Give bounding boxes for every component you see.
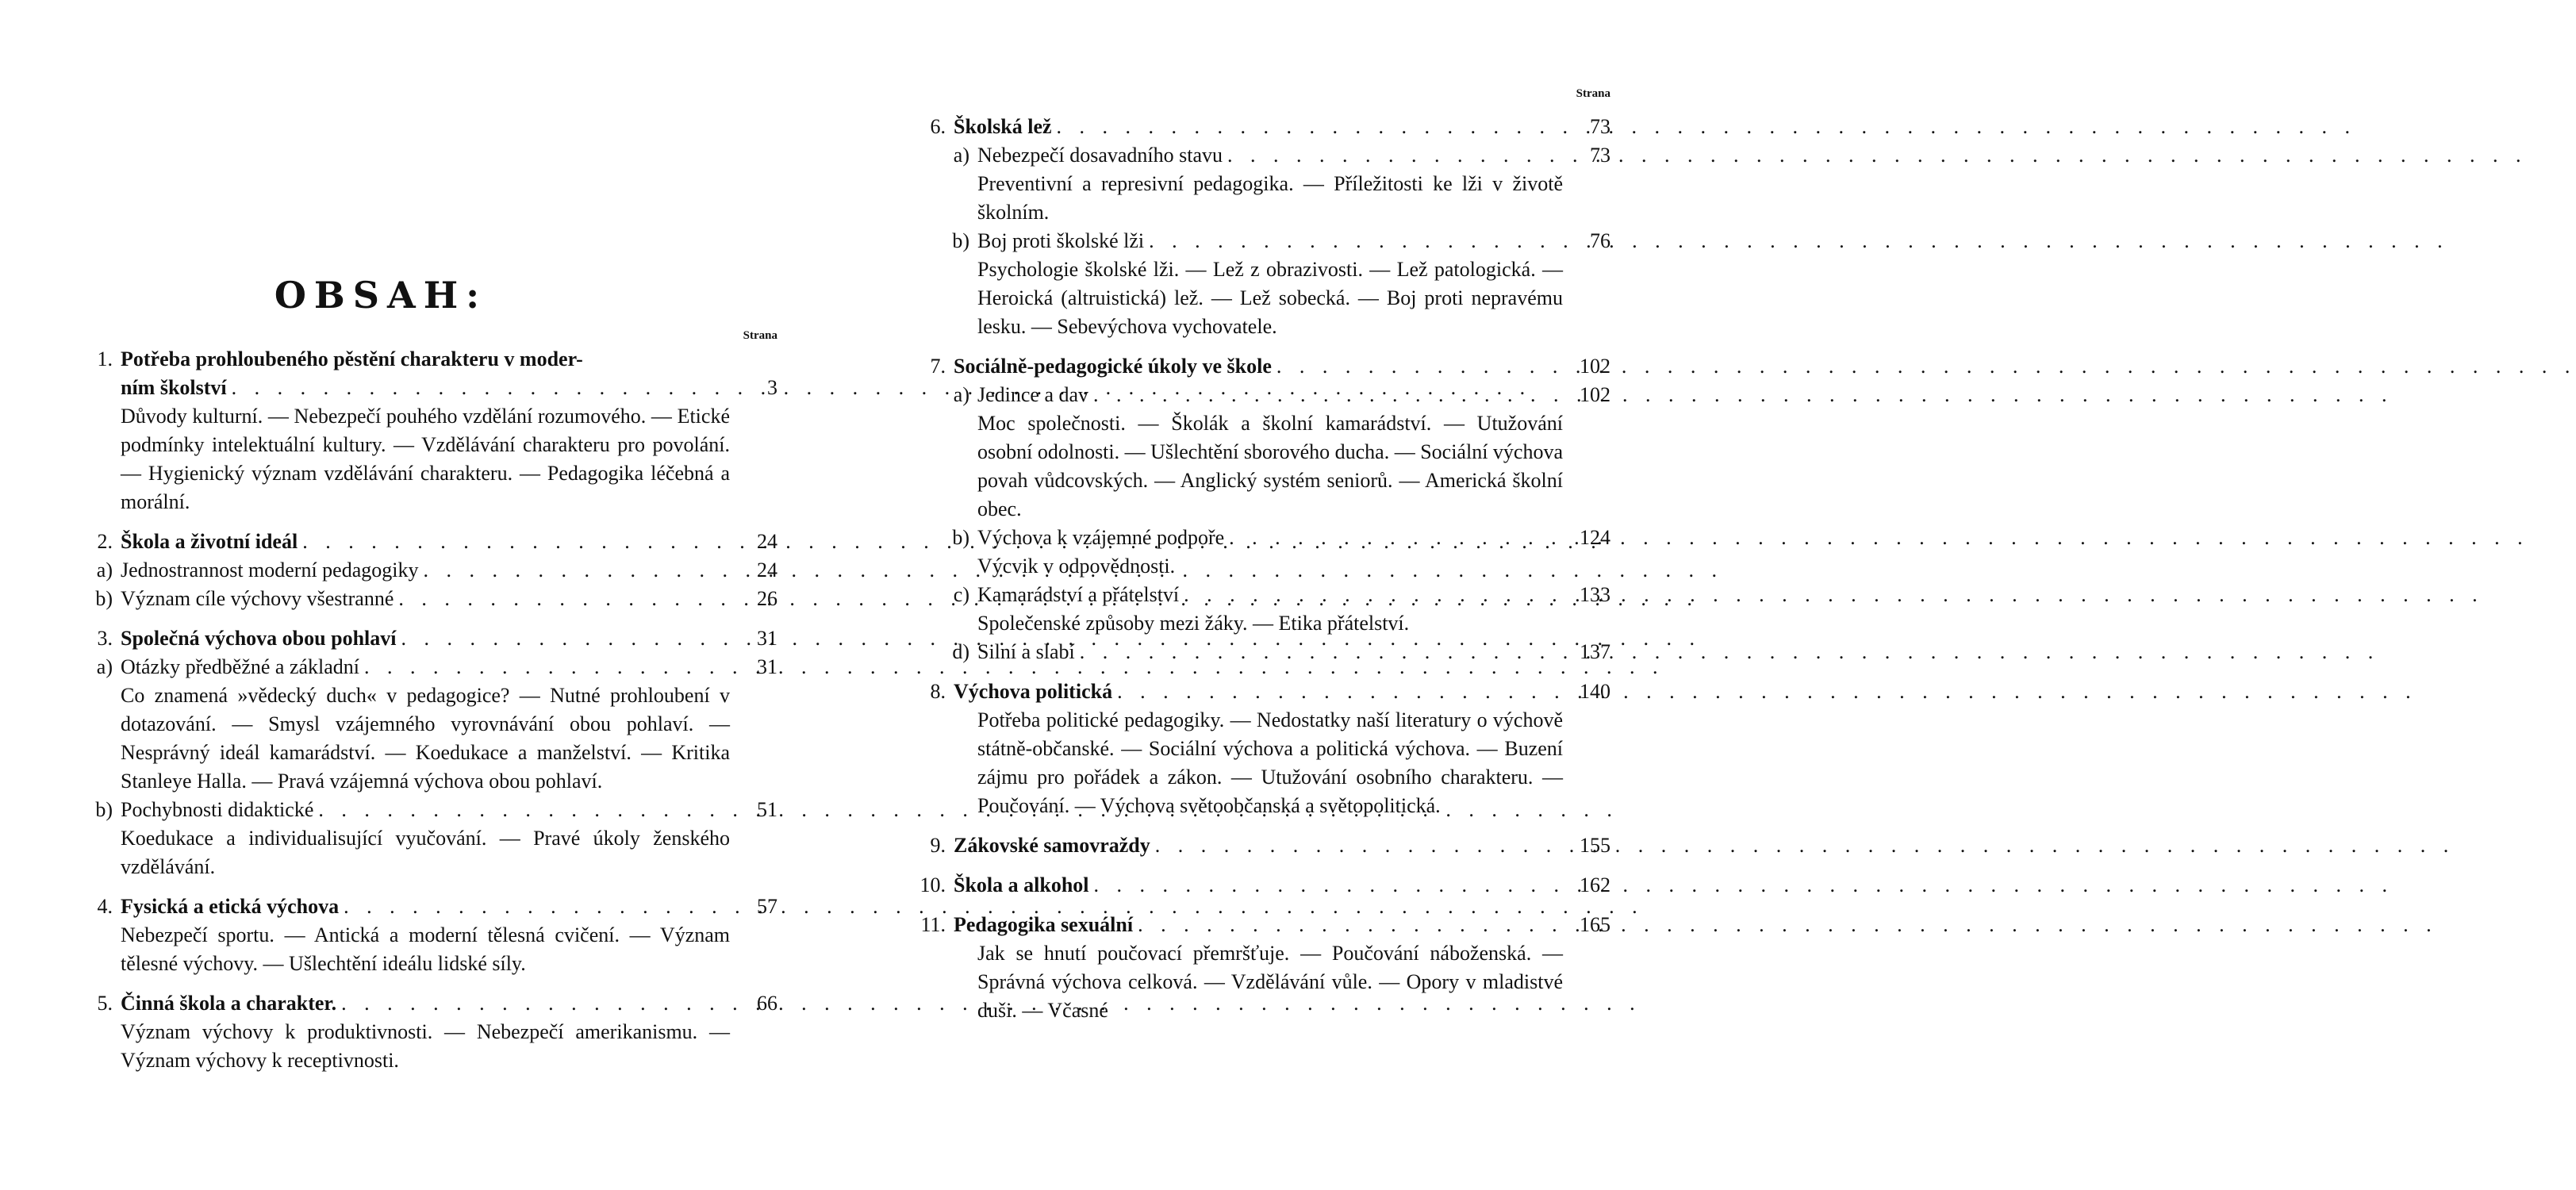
- entry-page: 140: [1580, 680, 1610, 703]
- entry-number: a): [953, 383, 969, 406]
- page-column-label: Strana: [1576, 87, 1610, 100]
- entry-number: a): [953, 144, 969, 167]
- entry-page: 162: [1580, 873, 1610, 896]
- entry-title: Význam cíle výchovy všestranné: [121, 587, 394, 610]
- toc-entry-1[interactable]: [79, 345, 777, 516]
- entry-number: 4.: [97, 895, 113, 918]
- dot-leader: [298, 528, 730, 556]
- entry-number: 9.: [930, 834, 946, 857]
- entry-title: Pedagogika sexuální: [954, 913, 1134, 936]
- dot-leader: [1150, 831, 1563, 860]
- entry-description: Moc společnosti. — Školák a školní kamarádství. — Utužování osobní odolnosti. — Ušlechtění sborového ducha. — Sociální výchova povah vůdcovských. — Anglický systém seniorů. — Americká školní obec.: [977, 412, 1564, 520]
- dot-leader: [1112, 678, 1563, 706]
- toc-entry-7c[interactable]: [912, 581, 1610, 638]
- dot-leader: [336, 989, 730, 1018]
- entry-description: Co znamená »vědecký duch« v pedagogice? — Nutné prohloubení v dotazování. — Smysl vzájemného vyrovnávání obou pohlaví. — Nesprávný ideál kamarádství. — Koedukace a manželství. — Kritika Stanleye Halla. — Pravá vzájemná výchova obou pohlaví.: [121, 684, 730, 793]
- contents-heading: OBSAH:: [274, 274, 488, 317]
- entry-description: Koedukace a individualisující vyučování. — Pravé úkoly ženského vzdělávání.: [121, 827, 730, 878]
- entry-page: 155: [1580, 834, 1610, 857]
- entry-number: 6.: [930, 115, 946, 138]
- entry-page: 73: [1590, 144, 1610, 167]
- toc-entry-10[interactable]: [912, 871, 1610, 900]
- toc-entry-6[interactable]: [912, 113, 1610, 141]
- toc-entry-2[interactable]: [79, 528, 777, 556]
- dot-leader: [359, 653, 730, 681]
- entry-description: Potřeba politické pedagogiky. — Nedostatky naší literatury o výchově státně-občanské. — Sociální výchova a politická výchova. — Buzení zájmu pro pořádek a zákon. — Utužování osobního charakteru. — Poučování. — Výchova světoobčanská a světopolitická.: [977, 708, 1563, 817]
- dot-leader: [419, 556, 731, 585]
- toc-list-left: [79, 345, 777, 1075]
- toc-entry-9[interactable]: [912, 831, 1610, 860]
- entry-page: 102: [1580, 383, 1610, 406]
- entry-page: 137: [1580, 640, 1610, 663]
- entry-page: 102: [1580, 355, 1610, 378]
- entry-title: Činná škola a charakter.: [121, 992, 337, 1015]
- entry-title: Silní a slabí: [977, 640, 1075, 663]
- dot-leader: [227, 374, 730, 402]
- dot-leader: [1272, 352, 1563, 381]
- toc-entry-5[interactable]: [79, 989, 777, 1075]
- entry-page: 124: [1580, 526, 1610, 549]
- entry-page: 133: [1580, 583, 1610, 606]
- entry-number: b): [952, 229, 969, 252]
- left-page: [79, 32, 777, 1166]
- entry-number: 8.: [930, 680, 946, 703]
- toc-entry-7a[interactable]: [912, 381, 1610, 524]
- entry-page: 24: [757, 530, 777, 553]
- entry-title: Nebezpečí dosavadního stavu: [977, 144, 1223, 167]
- toc-entry-3a[interactable]: [79, 653, 777, 796]
- entry-number: c): [953, 583, 969, 606]
- entry-number: 1.: [97, 347, 113, 370]
- dot-leader: [1144, 227, 1563, 255]
- entry-page: 165: [1580, 913, 1610, 936]
- toc-entry-4[interactable]: [79, 892, 777, 978]
- dot-leader: [1075, 638, 1563, 666]
- entry-title: Zákovské samovraždy: [954, 834, 1150, 857]
- entry-title: Výchova politická: [954, 680, 1113, 703]
- dot-leader: [1133, 911, 1563, 939]
- entry-page: 24: [757, 559, 777, 582]
- entry-description: Nebezpečí sportu. — Antická a moderní tělesná cvičení. — Význam tělesné výchovy. — Ušlechtění ideálu lidské síly.: [121, 923, 730, 975]
- entry-page: 26: [757, 587, 777, 610]
- toc-entry-6a[interactable]: [912, 141, 1610, 227]
- entry-page: 66: [757, 992, 777, 1015]
- dot-leader: [394, 585, 730, 613]
- entry-page: 31: [757, 627, 777, 650]
- right-page: [912, 87, 1610, 1166]
- entry-number: 11.: [920, 913, 946, 936]
- entry-number: b): [95, 798, 113, 821]
- entry-number: d): [952, 640, 969, 663]
- entry-title-line1: Potřeba prohloubeného pěstění charakteru v moder-: [121, 347, 583, 370]
- entry-number: b): [95, 587, 113, 610]
- toc-entry-7d[interactable]: [912, 638, 1610, 666]
- entry-title: Společná výchova obou pohlaví: [121, 627, 397, 650]
- dot-leader: [396, 624, 730, 653]
- dot-leader: [1089, 871, 1563, 900]
- dot-leader: [1223, 141, 1563, 170]
- entry-page: 51: [757, 798, 777, 821]
- toc-entry-3b[interactable]: [79, 796, 777, 881]
- entry-description: Důvody kulturní. — Nebezpečí pouhého vzdělání rozumového. — Etické podmínky intelektuální kultury. — Vzdělávání charakteru pro povolání. — Hygienický význam vzdělávání charakteru. — Pedagogika léčebná a morální.: [121, 405, 730, 513]
- entry-number: 2.: [97, 530, 113, 553]
- entry-page: 73: [1590, 115, 1610, 138]
- entry-number: a): [96, 655, 113, 678]
- entry-description: Preventivní a represivní pedagogika. — Příležitosti ke lži v životě školním.: [977, 172, 1563, 224]
- entry-title: Školská lež: [954, 115, 1052, 138]
- entry-title: Sociálně-pedagogické úkoly ve škole: [954, 355, 1272, 378]
- entry-number: 7.: [930, 355, 946, 378]
- entry-number: a): [96, 559, 113, 582]
- entry-number: 10.: [919, 873, 946, 896]
- dot-leader: [1088, 381, 1563, 409]
- dot-leader: [1179, 581, 1563, 609]
- toc-entry-8[interactable]: [912, 678, 1610, 820]
- toc-entry-7[interactable]: [912, 352, 1610, 381]
- entry-title: Otázky předběžné a základní: [121, 655, 360, 678]
- entry-title: Boj proti školské lži: [977, 229, 1145, 252]
- entry-description: Psychologie školské lži. — Lež z obrazivosti. — Lež patologická. — Heroická (altruistická) lež. — Lež sobecká. — Boj proti nepravému lesku. — Sebevýchova vychovatele.: [977, 258, 1563, 338]
- toc-entry-3[interactable]: [79, 624, 777, 653]
- entry-page: 57: [757, 895, 777, 918]
- entry-title: Škola a alkohol: [954, 873, 1089, 896]
- entry-number: b): [952, 526, 969, 549]
- entry-number: 5.: [97, 992, 113, 1015]
- entry-title: Výchova k vzájemné podpoře: [977, 526, 1225, 549]
- dot-leader: [339, 892, 730, 921]
- entry-title: Pochybnosti didaktické: [121, 798, 314, 821]
- toc-entry-2b[interactable]: [79, 585, 777, 613]
- dot-leader: [313, 796, 730, 824]
- entry-title: ním školství: [121, 376, 227, 399]
- entry-title: Škola a životní ideál: [121, 530, 298, 553]
- page-column-label: Strana: [743, 329, 777, 342]
- entry-title: Fysická a etická výchova: [121, 895, 340, 918]
- entry-title: Kamarádství a přátelství: [977, 583, 1180, 606]
- toc-entry-6b[interactable]: [912, 227, 1610, 341]
- toc-entry-11[interactable]: [912, 911, 1610, 1025]
- toc-entry-7b[interactable]: [912, 524, 1610, 581]
- entry-description: Jak se hnutí poučovací přemršťuje. — Poučování náboženská. — Správná výchova celková. — Vzdělávání vůle. — Opory v mladistvé duši. — Včasné: [977, 942, 1563, 1022]
- entry-title: Jedince a dav: [977, 383, 1089, 406]
- dot-leader: [1224, 524, 1563, 552]
- entry-page: 31: [757, 655, 777, 678]
- toc-entry-2a[interactable]: [79, 556, 777, 585]
- entry-title: Jednostrannost moderní pedagogiky: [121, 559, 419, 582]
- entry-description: Výcvik v odpovědnosti.: [977, 555, 1176, 578]
- entry-page: 76: [1590, 229, 1610, 252]
- dot-leader: [1052, 113, 1563, 141]
- entry-description: Společenské způsoby mezi žáky. — Etika přátelství.: [977, 612, 1410, 635]
- entry-page: 3: [767, 376, 777, 399]
- entry-number: 3.: [97, 627, 113, 650]
- toc-list-right: [912, 113, 1610, 1025]
- entry-description: Význam výchovy k produktivnosti. — Nebezpečí amerikanismu. — Význam výchovy k receptivnosti.: [121, 1020, 730, 1072]
